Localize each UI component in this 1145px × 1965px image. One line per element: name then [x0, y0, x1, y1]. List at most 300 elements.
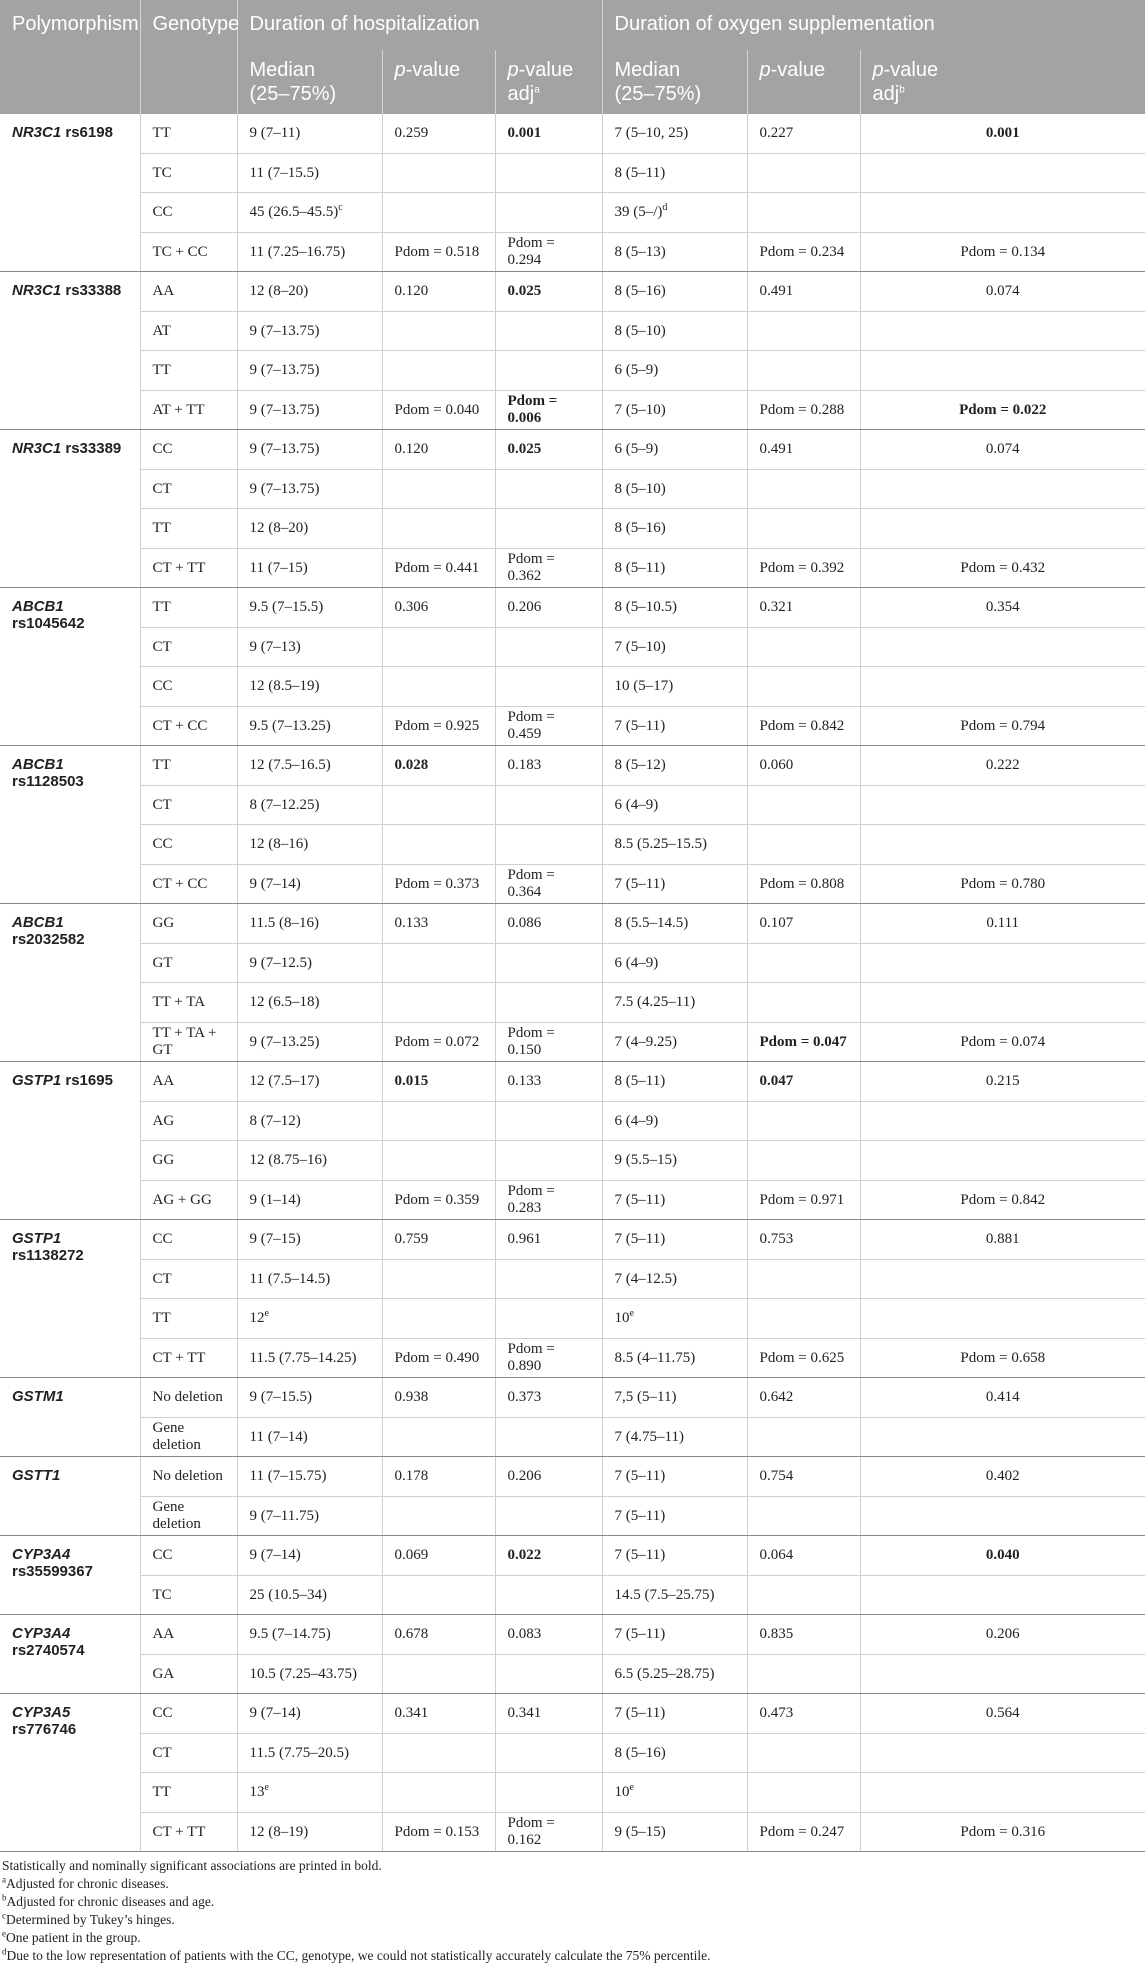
value-cell-ha: [495, 193, 602, 233]
table-row: [0, 390, 1145, 430]
value-cell-op: [747, 667, 860, 707]
polymorphism-cell: NR3C1 rs33388: [0, 272, 140, 430]
value-cell-hm: 11 (7–15): [237, 548, 382, 588]
table-row: [0, 1536, 1145, 1576]
value-cell-hp: [382, 1417, 495, 1457]
genotype-cell: TT: [140, 588, 237, 628]
table-row: [0, 1496, 1145, 1536]
value-cell-hp: [382, 1101, 495, 1141]
value-cell-hm: 9 (7–13.75): [237, 430, 382, 470]
genotype-cell: CT + TT: [140, 548, 237, 588]
polymorphism-cell: GSTM1: [0, 1378, 140, 1457]
table-row: [0, 1062, 1145, 1102]
genotype-cell: CC: [140, 1694, 237, 1734]
value-cell-hm: 9 (7–13.75): [237, 469, 382, 509]
value-cell-hm: 9 (7–12.5): [237, 943, 382, 983]
genotype-cell: CC: [140, 825, 237, 865]
value-cell-op: [747, 1654, 860, 1694]
value-cell-ha: [495, 825, 602, 865]
table-row: [0, 469, 1145, 509]
table-row: [0, 983, 1145, 1023]
value-cell-om: 6 (5–9): [602, 430, 747, 470]
value-cell-oa: Pdom = 0.316: [860, 1812, 1145, 1852]
value-cell-hm: 9 (7–13.25): [237, 1022, 382, 1062]
table-row: [0, 114, 1145, 153]
value-cell-hp: 0.306: [382, 588, 495, 628]
value-cell-ha: Pdom = 0.150: [495, 1022, 602, 1062]
value-cell-hp: [382, 1654, 495, 1694]
value-cell-oa: [860, 1141, 1145, 1181]
value-cell-op: 0.753: [747, 1220, 860, 1260]
table-row: [0, 1654, 1145, 1694]
genotype-cell: GG: [140, 1141, 237, 1181]
table-row: [0, 1022, 1145, 1062]
value-cell-hp: 0.120: [382, 272, 495, 312]
value-cell-op: Pdom = 0.842: [747, 706, 860, 746]
header-oxy-pvalue-adj: p-value adj$^b$: [860, 50, 1145, 114]
table-row: [0, 1733, 1145, 1773]
value-cell-hm: 10.5 (7.25–43.75): [237, 1654, 382, 1694]
value-cell-om: 7 (5–11): [602, 1457, 747, 1497]
value-cell-ha: [495, 1141, 602, 1181]
value-cell-oa: 0.222: [860, 746, 1145, 786]
value-cell-hm: 12 (8–19): [237, 1812, 382, 1852]
value-cell-hm: 12 (8.75–16): [237, 1141, 382, 1181]
polymorphism-cell: NR3C1 rs6198: [0, 114, 140, 272]
value-cell-hm: 12 (8.5–19): [237, 667, 382, 707]
polymorphism-cell: CYP3A4 rs35599367: [0, 1536, 140, 1615]
value-cell-om: 7 (5–11): [602, 1496, 747, 1536]
value-cell-hp: [382, 351, 495, 391]
value-cell-hm: 12 (7.5–16.5): [237, 746, 382, 786]
genotype-cell: TT: [140, 1773, 237, 1813]
value-cell-ha: [495, 509, 602, 549]
value-cell-om: 7 (5–11): [602, 1694, 747, 1734]
value-cell-op: [747, 469, 860, 509]
table-row: [0, 1180, 1145, 1220]
value-cell-oa: Pdom = 0.134: [860, 232, 1145, 272]
value-cell-hp: Pdom = 0.373: [382, 864, 495, 904]
value-cell-hp: [382, 1259, 495, 1299]
genotype-cell: Gene deletion: [140, 1417, 237, 1457]
genotype-cell: CT: [140, 627, 237, 667]
table-row: [0, 785, 1145, 825]
value-cell-hm: 11 (7.5–14.5): [237, 1259, 382, 1299]
value-cell-hm: 9 (7–13.75): [237, 311, 382, 351]
value-cell-ha: 0.183: [495, 746, 602, 786]
value-cell-oa: 0.402: [860, 1457, 1145, 1497]
value-cell-hp: 0.759: [382, 1220, 495, 1260]
table-row: [0, 943, 1145, 983]
value-cell-om: 7 (5–11): [602, 1180, 747, 1220]
table-row: [0, 1101, 1145, 1141]
value-cell-hp: [382, 509, 495, 549]
polymorphism-cell: GSTP1 rs1138272: [0, 1220, 140, 1378]
value-cell-oa: [860, 351, 1145, 391]
genotype-cell: CC: [140, 1220, 237, 1260]
value-cell-ha: [495, 983, 602, 1023]
value-cell-ha: [495, 785, 602, 825]
value-cell-ha: 0.083: [495, 1615, 602, 1655]
value-cell-op: Pdom = 0.047: [747, 1022, 860, 1062]
value-cell-oa: [860, 311, 1145, 351]
genotype-cell: AG + GG: [140, 1180, 237, 1220]
genotype-cell: AA: [140, 1615, 237, 1655]
value-cell-op: [747, 943, 860, 983]
value-cell-om: 7 (5–11): [602, 1536, 747, 1576]
value-cell-om: 8 (5–12): [602, 746, 747, 786]
value-cell-om: 8 (5–10.5): [602, 588, 747, 628]
value-cell-op: [747, 351, 860, 391]
value-cell-om: 6 (4–9): [602, 785, 747, 825]
genotype-cell: No deletion: [140, 1378, 237, 1418]
genotype-cell: AA: [140, 1062, 237, 1102]
value-cell-hp: Pdom = 0.925: [382, 706, 495, 746]
value-cell-op: [747, 1733, 860, 1773]
value-cell-hm: 11 (7.25–16.75): [237, 232, 382, 272]
value-cell-om: 39 $(5-/)^d$: [602, 193, 747, 233]
value-cell-oa: 0.564: [860, 1694, 1145, 1734]
genotype-cell: CT: [140, 785, 237, 825]
value-cell-op: [747, 785, 860, 825]
value-cell-op: [747, 1773, 860, 1813]
value-cell-hp: 0.341: [382, 1694, 495, 1734]
genotype-cell: CT + CC: [140, 864, 237, 904]
genotype-cell: TC + CC: [140, 232, 237, 272]
genotype-cell: AG: [140, 1101, 237, 1141]
value-cell-om: 8 (5–16): [602, 272, 747, 312]
value-cell-oa: 0.354: [860, 588, 1145, 628]
value-cell-oa: [860, 1259, 1145, 1299]
value-cell-oa: 0.215: [860, 1062, 1145, 1102]
polymorphism-cell: CYP3A5 rs776746: [0, 1694, 140, 1852]
genotype-cell: CT + CC: [140, 706, 237, 746]
table-row: [0, 351, 1145, 391]
value-cell-hm: 9.5 (7–15.5): [237, 588, 382, 628]
value-cell-hm: 12 (8–20): [237, 509, 382, 549]
value-cell-ha: 0.025: [495, 430, 602, 470]
value-cell-ha: Pdom = 0.162: [495, 1812, 602, 1852]
header-hosp-pvalue: p-value: [382, 50, 495, 114]
value-cell-op: [747, 627, 860, 667]
value-cell-hp: Pdom = 0.490: [382, 1338, 495, 1378]
value-cell-ha: [495, 153, 602, 193]
value-cell-op: [747, 1299, 860, 1339]
genotype-cell: TT: [140, 746, 237, 786]
value-cell-hp: 0.015: [382, 1062, 495, 1102]
polymorphism-cell: GSTT1: [0, 1457, 140, 1536]
value-cell-ha: Pdom = 0.364: [495, 864, 602, 904]
value-cell-hp: Pdom = 0.040: [382, 390, 495, 430]
value-cell-op: Pdom = 0.625: [747, 1338, 860, 1378]
value-cell-hp: [382, 1773, 495, 1813]
value-cell-op: [747, 311, 860, 351]
value-cell-oa: [860, 1299, 1145, 1339]
value-cell-hp: [382, 1141, 495, 1181]
value-cell-hm: 11 (7–15.5): [237, 153, 382, 193]
value-cell-op: [747, 1259, 860, 1299]
header-group-oxygen: Duration of oxygen supplementation: [602, 0, 1145, 50]
value-cell-om: 9 (5.5–15): [602, 1141, 747, 1181]
value-cell-op: 0.642: [747, 1378, 860, 1418]
genotype-cell: GG: [140, 904, 237, 944]
value-cell-ha: Pdom = 0.283: [495, 1180, 602, 1220]
value-cell-hm: 45 $(26.5-45.5)^c$: [237, 193, 382, 233]
value-cell-ha: [495, 351, 602, 391]
value-cell-oa: [860, 825, 1145, 865]
value-cell-hp: [382, 943, 495, 983]
genotype-cell: CT + TT: [140, 1338, 237, 1378]
value-cell-hm: 9 (7–11): [237, 114, 382, 153]
value-cell-op: 0.835: [747, 1615, 860, 1655]
value-cell-oa: [860, 1773, 1145, 1813]
value-cell-op: 0.491: [747, 272, 860, 312]
value-cell-hm: 9 (7–14): [237, 1536, 382, 1576]
value-cell-ha: [495, 627, 602, 667]
value-cell-hp: 0.259: [382, 114, 495, 153]
table-row: [0, 1812, 1145, 1852]
value-cell-oa: [860, 193, 1145, 233]
value-cell-ha: [495, 943, 602, 983]
genotype-cell: TT: [140, 351, 237, 391]
value-cell-op: 0.107: [747, 904, 860, 944]
value-cell-om: 7.5 (4.25–11): [602, 983, 747, 1023]
table-row: [0, 1378, 1145, 1418]
value-cell-op: 0.064: [747, 1536, 860, 1576]
value-cell-om: 7 (5–10): [602, 627, 747, 667]
value-cell-op: [747, 193, 860, 233]
header-hosp-pvalue-adj: p-value adj$^a$: [495, 50, 602, 114]
value-cell-oa: Pdom = 0.022: [860, 390, 1145, 430]
value-cell-hp: [382, 153, 495, 193]
value-cell-om: 8 (5.5–14.5): [602, 904, 747, 944]
value-cell-ha: [495, 667, 602, 707]
header-oxy-pvalue: p-value: [747, 50, 860, 114]
value-cell-oa: [860, 667, 1145, 707]
value-cell-hp: Pdom = 0.153: [382, 1812, 495, 1852]
table-row: [0, 667, 1145, 707]
value-cell-oa: [860, 509, 1145, 549]
value-cell-hp: Pdom = 0.072: [382, 1022, 495, 1062]
footnote: $^a$Adjusted for chronic diseases.: [2, 1874, 169, 1891]
value-cell-hm: 9 (7–13.75): [237, 351, 382, 391]
genotype-cell: AT + TT: [140, 390, 237, 430]
value-cell-hp: [382, 1299, 495, 1339]
table-row: [0, 706, 1145, 746]
value-cell-om: 8 (5–11): [602, 153, 747, 193]
table-row: [0, 1220, 1145, 1260]
value-cell-ha: [495, 1733, 602, 1773]
value-cell-hm: 12 (8–16): [237, 825, 382, 865]
header-genotype: Genotype: [140, 0, 237, 114]
value-cell-ha: 0.206: [495, 1457, 602, 1497]
genotype-cell: CC: [140, 667, 237, 707]
value-cell-om: 8.5 (5.25–15.5): [602, 825, 747, 865]
value-cell-om: 7 (5–11): [602, 706, 747, 746]
value-cell-om: 8 (5–10): [602, 311, 747, 351]
value-cell-op: 0.491: [747, 430, 860, 470]
value-cell-oa: Pdom = 0.074: [860, 1022, 1145, 1062]
value-cell-ha: [495, 1575, 602, 1615]
header-oxy-median: Median (25–75%): [602, 50, 747, 114]
footnote: $^c$Determined by Tukey’s hinges.: [2, 1910, 175, 1927]
genotype-cell: TT: [140, 509, 237, 549]
value-cell-om: 8.5 (4–11.75): [602, 1338, 747, 1378]
value-cell-hp: [382, 1575, 495, 1615]
table-row: [0, 548, 1145, 588]
value-cell-oa: [860, 153, 1145, 193]
value-cell-hm: 9 (7–15): [237, 1220, 382, 1260]
value-cell-om: 7 (4.75–11): [602, 1417, 747, 1457]
value-cell-hm: 25 (10.5–34): [237, 1575, 382, 1615]
value-cell-hm: 12 (8–20): [237, 272, 382, 312]
value-cell-op: Pdom = 0.247: [747, 1812, 860, 1852]
value-cell-hp: 0.133: [382, 904, 495, 944]
value-cell-hp: 0.069: [382, 1536, 495, 1576]
value-cell-op: 0.754: [747, 1457, 860, 1497]
value-cell-om: 7 (5–11): [602, 1615, 747, 1655]
value-cell-hm: 9 (7–11.75): [237, 1496, 382, 1536]
footnote: $^e$One patient in the group.: [2, 1928, 141, 1945]
value-cell-hm: 11.5 (7.75–20.5): [237, 1733, 382, 1773]
table-row: [0, 1694, 1145, 1734]
value-cell-om: 7,5 (5–11): [602, 1378, 747, 1418]
table-footnotes: [0, 1852, 1145, 1965]
value-cell-ha: 0.022: [495, 1536, 602, 1576]
value-cell-hp: 0.178: [382, 1457, 495, 1497]
value-cell-hm: 9 (1–14): [237, 1180, 382, 1220]
value-cell-hm: 11.5 (8–16): [237, 904, 382, 944]
value-cell-hp: [382, 469, 495, 509]
value-cell-hp: 0.678: [382, 1615, 495, 1655]
footnote: $^d$Due to the low representation of patients with the CC, genotype, we could not statistically accurately calculate the 75% percentile.: [2, 1946, 711, 1963]
value-cell-oa: 0.001: [860, 114, 1145, 153]
value-cell-oa: [860, 983, 1145, 1023]
value-cell-oa: [860, 627, 1145, 667]
value-cell-hm: 9 (7–13.75): [237, 390, 382, 430]
table-row: [0, 1299, 1145, 1339]
value-cell-oa: Pdom = 0.842: [860, 1180, 1145, 1220]
value-cell-ha: [495, 1496, 602, 1536]
value-cell-hp: [382, 311, 495, 351]
value-cell-op: 0.060: [747, 746, 860, 786]
value-cell-hp: Pdom = 0.359: [382, 1180, 495, 1220]
genotype-cell: TT + TA: [140, 983, 237, 1023]
value-cell-op: [747, 983, 860, 1023]
value-cell-ha: Pdom = 0.006: [495, 390, 602, 430]
value-cell-op: Pdom = 0.234: [747, 232, 860, 272]
value-cell-ha: 0.025: [495, 272, 602, 312]
value-cell-oa: [860, 785, 1145, 825]
polymorphism-cell: CYP3A4 rs2740574: [0, 1615, 140, 1694]
value-cell-oa: [860, 469, 1145, 509]
value-cell-hp: 0.938: [382, 1378, 495, 1418]
value-cell-hm: 9 (7–15.5): [237, 1378, 382, 1418]
polymorphism-cell: ABCB1 rs2032582: [0, 904, 140, 1062]
value-cell-oa: [860, 1575, 1145, 1615]
genotype-cell: TC: [140, 153, 237, 193]
value-cell-ha: 0.373: [495, 1378, 602, 1418]
value-cell-oa: 0.074: [860, 430, 1145, 470]
table-row: [0, 825, 1145, 865]
value-cell-oa: Pdom = 0.432: [860, 548, 1145, 588]
value-cell-op: 0.321: [747, 588, 860, 628]
value-cell-op: [747, 1141, 860, 1181]
genotype-cell: CC: [140, 430, 237, 470]
value-cell-hp: 0.028: [382, 746, 495, 786]
value-cell-op: [747, 1101, 860, 1141]
genotype-cell: AA: [140, 272, 237, 312]
value-cell-hm: 13e: [237, 1773, 382, 1813]
value-cell-oa: [860, 1654, 1145, 1694]
table-row: [0, 746, 1145, 786]
value-cell-om: 6 (5–9): [602, 351, 747, 391]
genotype-cell: TT + TA + GT: [140, 1022, 237, 1062]
value-cell-om: 7 (5–11): [602, 1220, 747, 1260]
table-row: [0, 509, 1145, 549]
table-row: [0, 1141, 1145, 1181]
value-cell-ha: Pdom = 0.459: [495, 706, 602, 746]
value-cell-hm: 12 (7.5–17): [237, 1062, 382, 1102]
value-cell-hm: 9 (7–14): [237, 1694, 382, 1734]
value-cell-hm: 11 (7–15.75): [237, 1457, 382, 1497]
table-row: [0, 193, 1145, 233]
value-cell-oa: Pdom = 0.780: [860, 864, 1145, 904]
header-hosp-median: Median (25–75%): [237, 50, 382, 114]
value-cell-ha: [495, 1299, 602, 1339]
value-cell-op: Pdom = 0.392: [747, 548, 860, 588]
value-cell-op: 0.047: [747, 1062, 860, 1102]
value-cell-ha: Pdom = 0.890: [495, 1338, 602, 1378]
value-cell-hp: [382, 667, 495, 707]
value-cell-ha: Pdom = 0.362: [495, 548, 602, 588]
value-cell-hp: [382, 785, 495, 825]
value-cell-hp: Pdom = 0.441: [382, 548, 495, 588]
table-row: [0, 1773, 1145, 1813]
table-row: [0, 1338, 1145, 1378]
value-cell-ha: 0.133: [495, 1062, 602, 1102]
value-cell-hm: 8 (7–12): [237, 1101, 382, 1141]
value-cell-hm: 9 (7–14): [237, 864, 382, 904]
genotype-cell: CC: [140, 193, 237, 233]
value-cell-om: 8 (5–13): [602, 232, 747, 272]
value-cell-hp: [382, 983, 495, 1023]
polymorphism-cell: ABCB1 rs1045642: [0, 588, 140, 746]
value-cell-ha: 0.086: [495, 904, 602, 944]
value-cell-oa: [860, 1496, 1145, 1536]
value-cell-hp: Pdom = 0.518: [382, 232, 495, 272]
value-cell-op: [747, 153, 860, 193]
value-cell-om: 10e: [602, 1299, 747, 1339]
footnote: $^b$Adjusted for chronic diseases and age.: [2, 1892, 215, 1909]
value-cell-oa: Pdom = 0.794: [860, 706, 1145, 746]
value-cell-om: 6 (4–9): [602, 943, 747, 983]
genotype-cell: CT + TT: [140, 1812, 237, 1852]
genotype-cell: CT: [140, 1733, 237, 1773]
value-cell-om: 7 (5–10, 25): [602, 114, 747, 153]
genotype-cell: TT: [140, 1299, 237, 1339]
value-cell-hp: [382, 627, 495, 667]
value-cell-om: 8 (5–11): [602, 548, 747, 588]
value-cell-ha: [495, 1417, 602, 1457]
table-row: [0, 904, 1145, 944]
value-cell-ha: [495, 1773, 602, 1813]
genotype-cell: GT: [140, 943, 237, 983]
value-cell-om: 7 (5–11): [602, 864, 747, 904]
table-row: [0, 272, 1145, 312]
value-cell-op: 0.473: [747, 1694, 860, 1734]
value-cell-om: 6.5 (5.25–28.75): [602, 1654, 747, 1694]
